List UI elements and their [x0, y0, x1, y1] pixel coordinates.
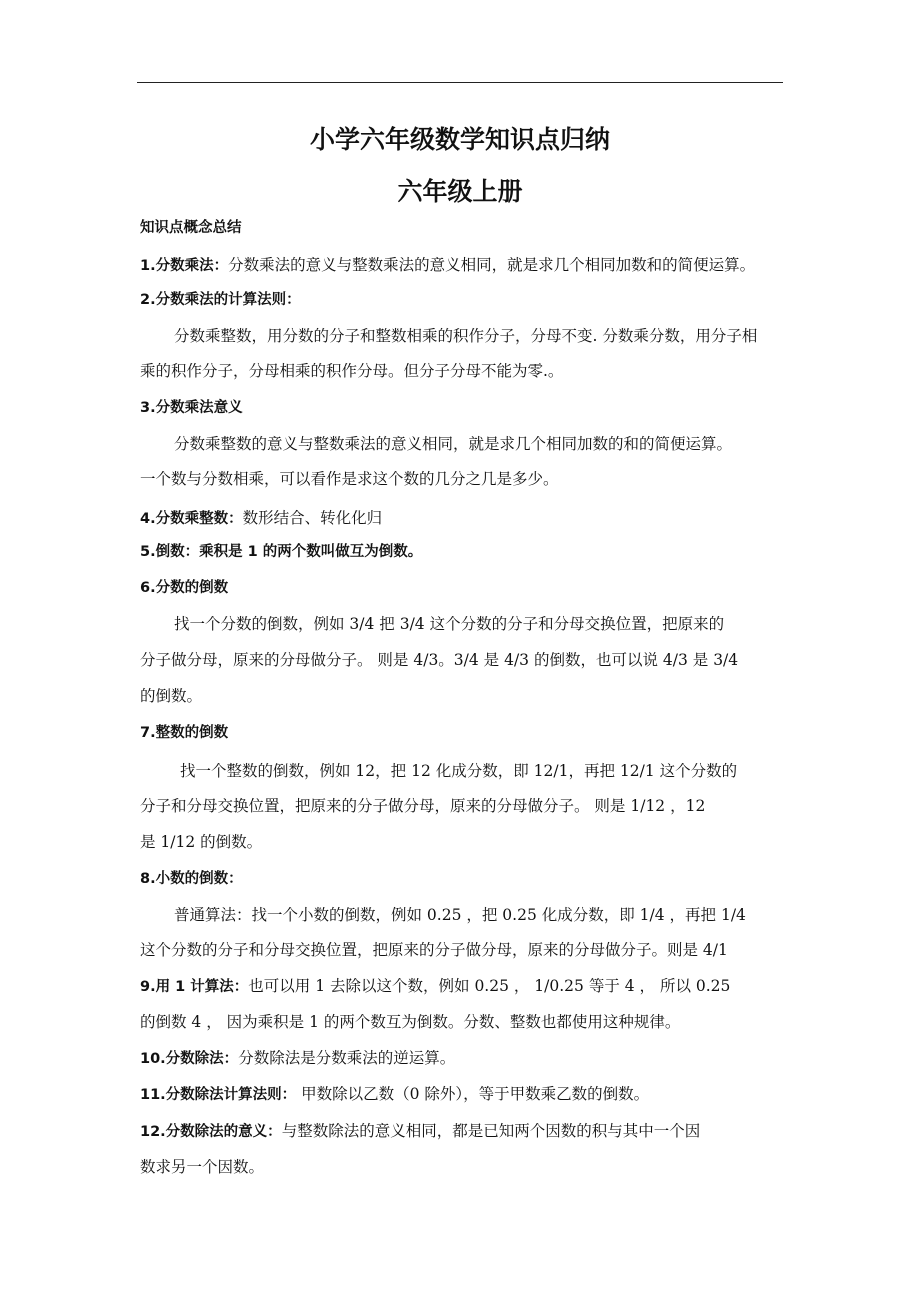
item-8-line-2: 这个分数的分子和分母交换位置，把原来的分子做分母，原来的分母做分子。则是 4/1 [140, 941, 728, 959]
item-5-heading: 5.倒数：乘积是 1 的两个数叫做互为倒数。 [140, 544, 423, 560]
item-7-line-3: 是 1/12 的倒数。 [140, 833, 263, 851]
item-11-heading: 11.分数除法计算法则： [140, 1087, 297, 1103]
section-heading: 知识点概念总结 [140, 220, 242, 236]
item-9-text: 也可以用 1 去除以这个数，例如 0.25 ， 1/0.25 等于 4 ， 所以 0.25 [248, 977, 731, 995]
item-10-text: 分数除法是分数乘法的逆运算。 [238, 1049, 456, 1067]
item-8-line-1: 普通算法：找一个小数的倒数，例如 0.25 ，把 0.25 化成分数，即 1/4 ，再把 1/4 [174, 906, 746, 924]
item-9-heading: 9.用 1 计算法： [140, 979, 249, 995]
item-12-text: 与整数除法的意义相同，都是已知两个因数的积与其中一个因 [281, 1122, 701, 1140]
item-9 [140, 976, 730, 997]
item-2-line-2: 乘的积作分子，分母相乘的积作分母。但分子分母不能为零.。 [140, 362, 564, 380]
item-6-line-3: 的倒数。 [140, 687, 203, 705]
item-10-heading: 10.分数除法： [140, 1051, 239, 1067]
item-1-heading: 1.分数乘法： [140, 258, 229, 274]
item-4-text: 数形结合、转化化归 [242, 509, 383, 527]
document-subtitle: 六年级上册 [397, 177, 523, 206]
item-11-text: 甲数除以乙数（0 除外），等于甲数乘乙数的倒数。 [296, 1085, 650, 1103]
item-10 [140, 1048, 455, 1069]
item-12-heading: 12.分数除法的意义： [140, 1124, 282, 1140]
item-2-line-1: 分数乘整数，用分数的分子和整数相乘的积作分子，分母不变. 分数乘分数，用分子相 [174, 327, 758, 345]
header-rule [137, 82, 783, 83]
item-9-line-2: 的倒数 4 ， 因为乘积是 1 的两个数互为倒数。分数、整数也都使用这种规律。 [140, 1013, 681, 1031]
item-11 [140, 1084, 649, 1105]
item-4-heading: 4.分数乘整数： [140, 511, 243, 527]
item-7-line-2: 分子和分母交换位置，把原来的分子做分母，原来的分母做分子。 则是 1/12 ，12 [140, 797, 706, 815]
item-3-line-1: 分数乘整数的意义与整数乘法的意义相同，就是求几个相同加数的和的简便运算。 [174, 435, 733, 453]
item-7-heading: 7.整数的倒数 [140, 725, 229, 741]
item-7-line-1: 找一个整数的倒数，例如 12，把 12 化成分数，即 12/1，再把 12/1 这个分数的 [180, 762, 738, 780]
item-12 [140, 1121, 700, 1142]
item-2-heading: 2.分数乘法的计算法则： [140, 292, 301, 308]
item-12-line-2: 数求另一个因数。 [140, 1158, 265, 1176]
item-1-text: 分数乘法的意义与整数乘法的意义相同，就是求几个相同加数和的简便运算。 [228, 256, 756, 274]
item-6-line-1: 找一个分数的倒数，例如 3/4 把 3/4 这个分数的分子和分母交换位置，把原来的 [174, 615, 725, 633]
item-8-heading: 8.小数的倒数： [140, 871, 243, 887]
item-1 [140, 255, 755, 276]
item-6-heading: 6.分数的倒数 [140, 580, 229, 596]
item-6-line-2: 分子做分母，原来的分母做分子。 则是 4/3。3/4 是 4/3 的倒数，也可以说 4/3 是 3/4 [140, 651, 739, 669]
item-3-heading: 3.分数乘法意义 [140, 400, 243, 416]
item-4 [140, 508, 382, 529]
item-3-line-2: 一个数与分数相乘，可以看作是求这个数的几分之几是多少。 [140, 470, 559, 488]
document-title: 小学六年级数学知识点归纳 [309, 125, 610, 154]
